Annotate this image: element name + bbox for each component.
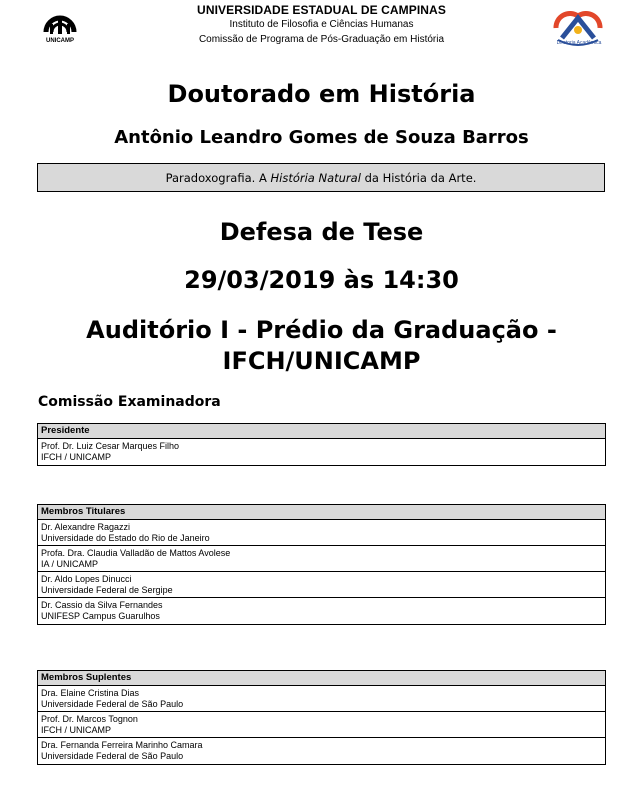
venue-line: Auditório I - Prédio da Graduação - (86, 316, 557, 344)
member-name: Profa. Dra. Claudia Valladão de Mattos Avolese (41, 548, 231, 558)
table-header: Membros Titulares (38, 505, 605, 520)
member-affiliation: IFCH / UNICAMP (41, 452, 112, 462)
member-name: Dra. Fernanda Ferreira Marinho Camara (41, 740, 203, 750)
event-venue (0, 315, 643, 377)
student-name: Antônio Leandro Gomes de Souza Barros (114, 127, 529, 148)
member-affiliation: Universidade do Estado do Rio de Janeiro (41, 533, 210, 543)
table-header: Membros Suplentes (38, 671, 605, 686)
thesis-title (166, 171, 477, 185)
member-affiliation: IFCH / UNICAMP (41, 725, 112, 735)
member-row (38, 598, 605, 624)
table-header: Presidente (38, 424, 605, 439)
venue-line: IFCH/UNICAMP (222, 347, 421, 375)
institute-name: Instituto de Filosofia e Ciências Humanas (229, 19, 414, 30)
university-name: UNIVERSIDADE ESTADUAL DE CAMPINAS (197, 3, 446, 17)
member-affiliation: IA / UNICAMP (41, 559, 99, 569)
member-affiliation: Universidade Federal de São Paulo (41, 699, 184, 709)
commission-name: Comissão de Programa de Pós-Graduação em História (198, 34, 445, 45)
member-affiliation: Universidade Federal de São Paulo (41, 751, 184, 761)
thesis-title-box (37, 163, 605, 192)
member-name: Dr. Alexandre Ragazzi (41, 522, 131, 532)
committee-heading: Comissão Examinadora (38, 394, 221, 410)
member-row (38, 572, 605, 598)
event-type: Defesa de Tese (219, 218, 424, 246)
member-row (38, 546, 605, 572)
member-name: Dr. Aldo Lopes Dinucci (41, 574, 132, 584)
member-row (38, 686, 605, 712)
program-title: Doutorado em História (167, 80, 476, 108)
page-header (0, 0, 643, 56)
dac-logo-text: Diretoria Acadêmica (556, 40, 602, 46)
thesis-title-italic: História Natural (270, 170, 361, 185)
member-name: Prof. Dr. Luiz Cesar Marques Filho (41, 441, 180, 451)
event-datetime: 29/03/2019 às 14:30 (184, 266, 459, 294)
member-name: Dra. Elaine Cristina Dias (41, 688, 140, 698)
member-row (38, 738, 605, 764)
member-affiliation: Universidade Federal de Sergipe (41, 585, 173, 595)
president-table (37, 423, 606, 466)
member-row (38, 520, 605, 546)
unicamp-logo-text: UNICAMP (46, 38, 74, 44)
member-row (38, 439, 605, 465)
thesis-title-part: da História da Arte. (360, 170, 477, 185)
thesis-title-part: Paradoxografia. A (165, 170, 271, 185)
suplentes-table (37, 670, 606, 765)
titulares-table (37, 504, 606, 625)
member-name: Prof. Dr. Marcos Tognon (41, 714, 138, 724)
member-affiliation: UNIFESP Campus Guarulhos (41, 611, 160, 621)
member-name: Dr. Cassio da Silva Fernandes (41, 600, 163, 610)
member-row (38, 712, 605, 738)
